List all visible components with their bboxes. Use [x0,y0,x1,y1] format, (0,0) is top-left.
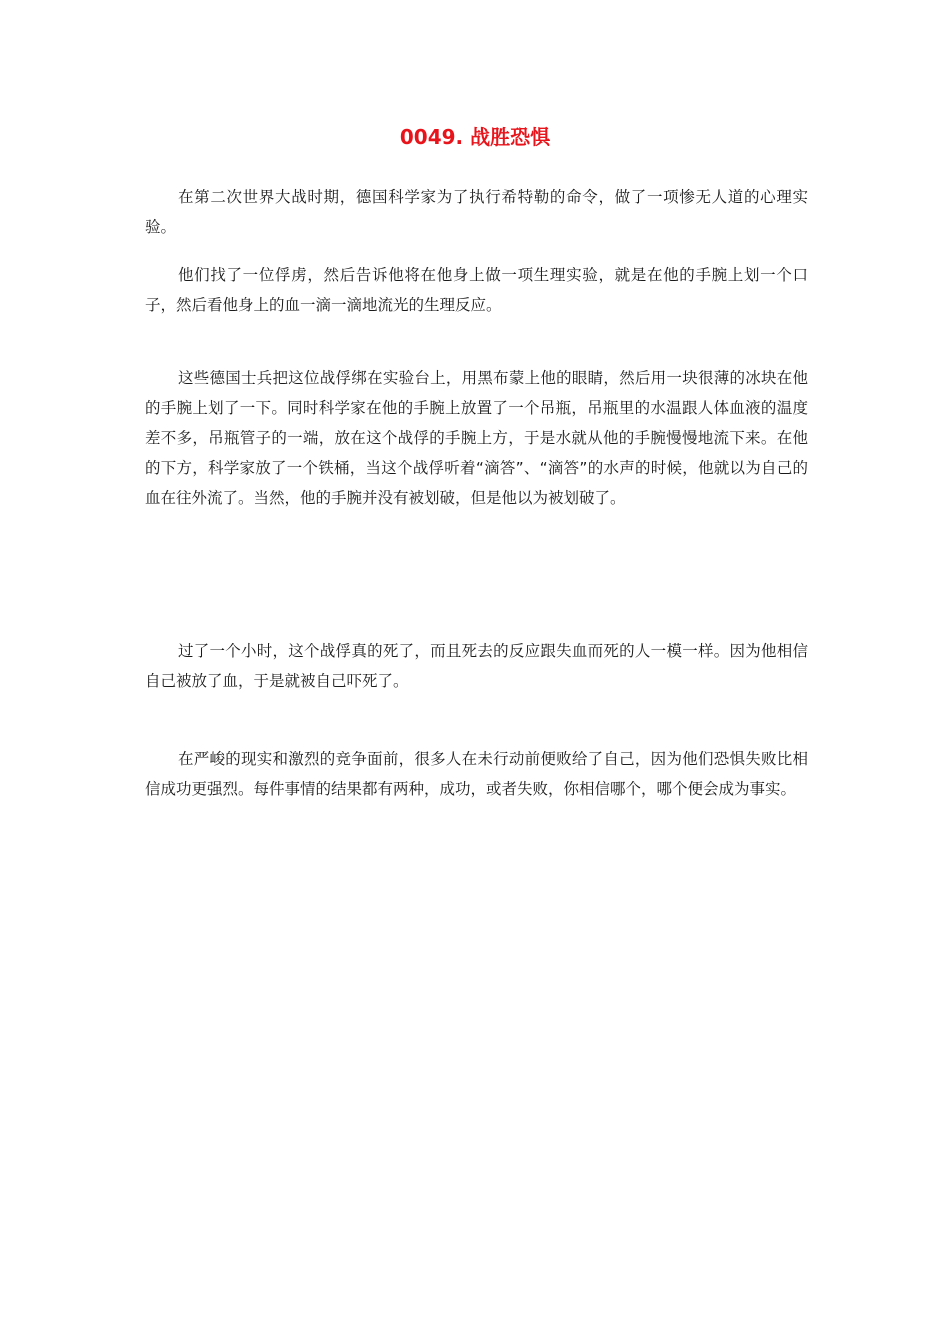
paragraph-1: 在第二次世界大战时期，德国科学家为了执行希特勒的命令，做了一项惨无人道的心理实验。 [145,188,808,236]
paragraph-2: 他们找了一位俘虏，然后告诉他将在他身上做一项生理实验，就是在他的手腕上划一个口子，然后看他身上的血一滴一滴地流光的生理反应。 [145,266,808,314]
page-title: 0049. 战胜恐惧 [399,125,551,149]
paragraph-3: 这些德国士兵把这位战俘绑在实验台上，用黑布蒙上他的眼睛，然后用一块很薄的冰块在他的手腕上划了一下。同时科学家在他的手腕上放置了一个吊瓶，吊瓶里的水温跟人体血液的温度差不多，吊瓶管子的一端，放在这个战俘的手腕上方，于是水就从他的手腕慢慢地流下来。在他的下方，科学家放了一个铁桶，当这个战俘听着“滴答”、“滴答”的水声的时候，他就以为自己的血在往外流了。当然，他的手腕并没有被划破，但是他以为被划破了。 [145,369,808,507]
paragraph-5: 在严峻的现实和激烈的竞争面前，很多人在未行动前便败给了自己，因为他们恐惧失败比相信成功更强烈。每件事情的结果都有两种，成功，或者失败，你相信哪个，哪个便会成为事实。 [145,750,808,798]
paragraph-4: 过了一个小时，这个战俘真的死了，而且死去的反应跟失血而死的人一模一样。因为他相信自己被放了血，于是就被自己吓死了。 [145,642,808,690]
